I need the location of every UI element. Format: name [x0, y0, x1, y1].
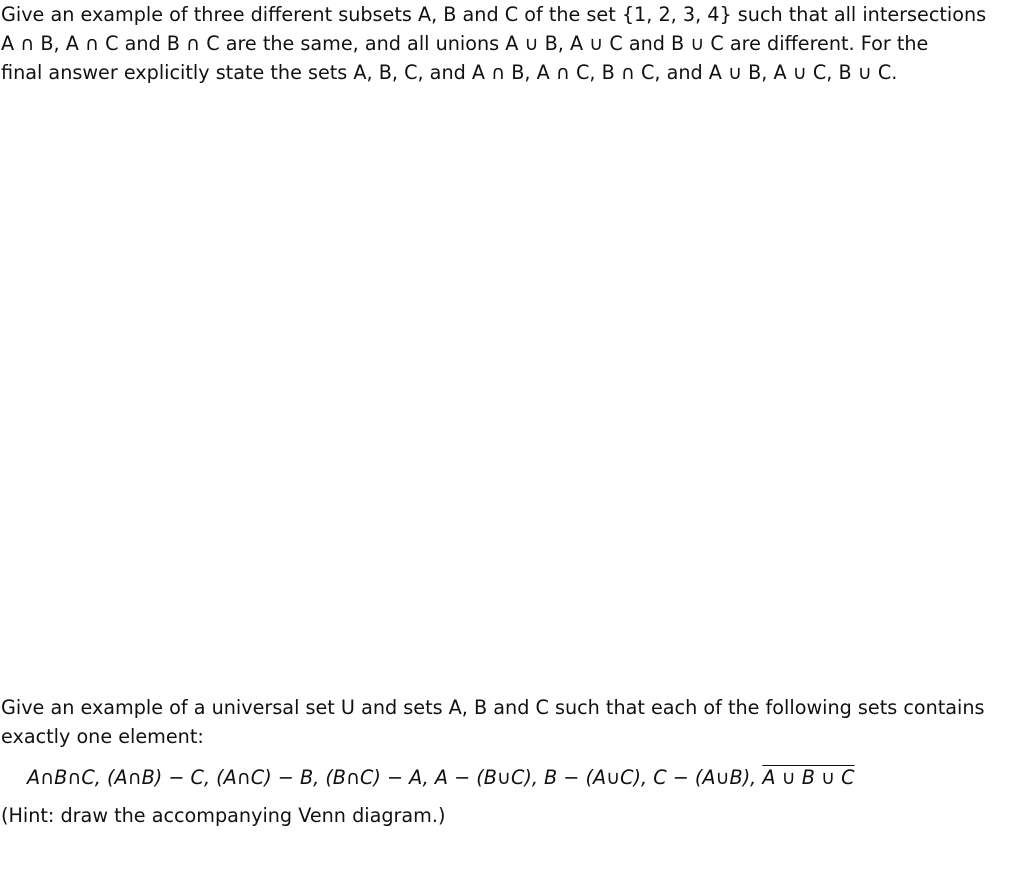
complement-of-union: A ∪ B ∪ C [762, 766, 855, 789]
set-expressions: A∩B∩C, (A∩B) − C, (A∩C) − B, (B∩C) − A, A − (B∪C), B − (A∪C), C − (A∪B), [27, 766, 757, 789]
hint-text: (Hint: draw the accompanying Venn diagram.) [1, 804, 446, 827]
problem-2-line-1: Give an example of a universal set U and sets A, B and C such that each of the following sets contains [1, 696, 985, 719]
set-expression-list [27, 763, 996, 793]
problem-2 [1, 693, 996, 830]
problem-1-line-1: Give an example of three different subsets A, B and C of the set {1, 2, 3, 4} such that all intersections [1, 3, 987, 26]
problem-2-line-2: exactly one element: [1, 725, 204, 748]
problem-1 [1, 0, 996, 87]
problem-1-line-3: final answer explicitly state the sets A, B, C, and A ∩ B, A ∩ C, B ∩ C, and A ∪ B, A ∪ C, B ∪ C. [1, 61, 898, 84]
problem-1-line-2: A ∩ B, A ∩ C and B ∩ C are the same, and all unions A ∪ B, A ∪ C and B ∪ C are different. For the [1, 32, 929, 55]
